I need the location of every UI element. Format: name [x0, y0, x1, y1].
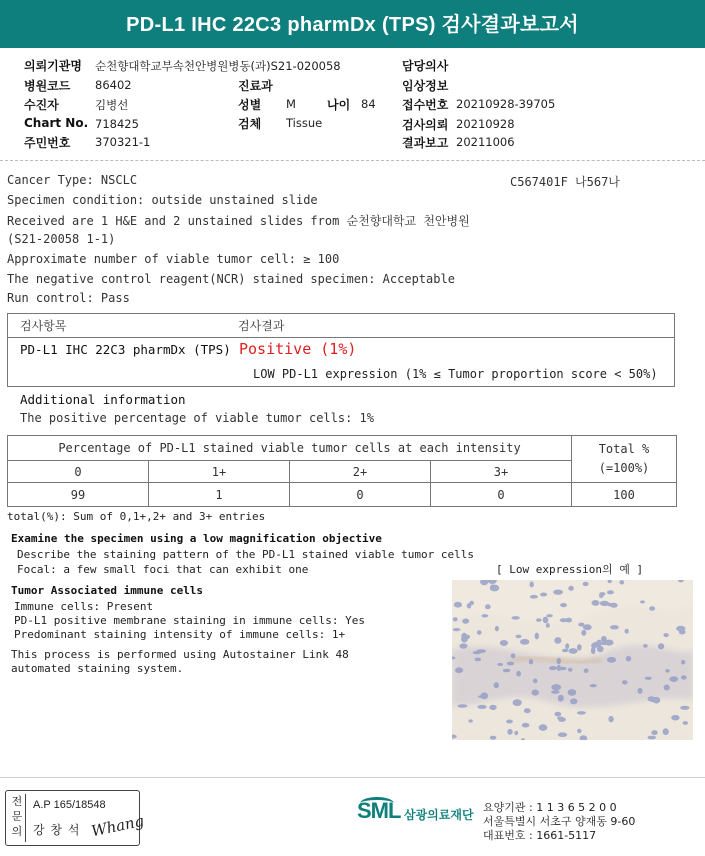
cell-nucleus — [489, 705, 496, 710]
cell-nucleus — [608, 716, 613, 722]
cell-nucleus — [581, 630, 586, 636]
cell-nucleus — [607, 590, 614, 594]
cell-nucleus — [477, 705, 486, 709]
viable-cells: Approximate number of viable tumor cell: ≥ 100 — [7, 252, 340, 266]
cell-nucleus — [477, 630, 482, 635]
intensity-value-3plus: 0 — [431, 483, 572, 507]
cell-nucleus — [562, 649, 568, 653]
intensity-footnote: total(%): Sum of 0,1+,2+ and 3+ entries — [7, 510, 266, 523]
cell-nucleus — [568, 668, 573, 672]
cell-nucleus — [626, 656, 631, 662]
intensity-total-value: 100 — [572, 483, 677, 507]
chart-value: 718425 — [95, 117, 139, 131]
institution-number: 요양기관 : 1 1 3 6 5 2 0 0 — [483, 801, 617, 814]
immune-line2: PD-L1 positive membrane staining in immune cells: Yes — [14, 614, 365, 627]
cell-nucleus — [558, 732, 567, 737]
cell-nucleus — [649, 697, 657, 702]
cell-nucleus — [577, 711, 586, 715]
cell-nucleus — [551, 690, 560, 693]
cell-nucleus — [543, 617, 549, 624]
cell-nucleus — [532, 690, 539, 696]
expression-note: LOW PD-L1 expression (1% ≤ Tumor proportion score < 50%) — [253, 367, 658, 381]
result-col-result: 검사결과 — [238, 319, 285, 333]
cell-nucleus — [468, 719, 472, 722]
intensity-value-1plus: 1 — [149, 483, 290, 507]
cell-nucleus — [467, 603, 472, 608]
age-label: 나이 — [327, 98, 351, 112]
cell-nucleus — [460, 643, 468, 649]
cell-nucleus — [557, 658, 561, 665]
cell-nucleus — [600, 601, 609, 606]
rrn-label: 주민번호 — [24, 136, 71, 150]
cell-nucleus — [658, 643, 664, 649]
cell-nucleus — [507, 729, 512, 735]
intensity-table-header: Percentage of PD-L1 stained viable tumor cells at each intensity — [8, 436, 572, 461]
cell-nucleus — [669, 676, 678, 682]
cell-nucleus — [546, 614, 552, 617]
cell-nucleus — [530, 595, 538, 599]
cell-nucleus — [485, 604, 491, 609]
cell-nucleus — [610, 625, 619, 629]
cell-nucleus — [568, 648, 577, 654]
cell-nucleus — [584, 668, 589, 673]
immune-line3: Predominant staining intensity of immune cells: 1+ — [14, 628, 346, 641]
cell-nucleus — [622, 680, 628, 684]
cell-nucleus — [551, 684, 561, 690]
cell-nucleus — [491, 585, 495, 588]
cell-nucleus — [671, 715, 679, 721]
cell-nucleus — [497, 663, 503, 666]
total-header-line2: (=100%) — [598, 461, 650, 475]
hospital-code-label: 병원코드 — [24, 79, 71, 93]
process-line2: automated staining system. — [11, 662, 184, 675]
cell-nucleus — [651, 730, 657, 735]
cell-nucleus — [570, 698, 577, 704]
cell-nucleus — [560, 618, 569, 622]
test-name: PD-L1 IHC 22C3 pharmDx (TPS) — [20, 342, 231, 357]
cell-nucleus — [475, 658, 482, 662]
intensity-col-1plus: 1+ — [149, 461, 290, 483]
cell-nucleus — [554, 712, 561, 717]
cell-nucleus — [683, 721, 688, 725]
received-text: Received are 1 H&E and 2 unstained slides from 순천향대학교 천안병원 — [7, 214, 470, 228]
cell-nucleus — [568, 586, 574, 591]
cell-nucleus — [516, 671, 521, 677]
cell-nucleus — [530, 581, 534, 587]
cell-nucleus — [560, 603, 567, 607]
patient-value: 김병선 — [95, 98, 129, 112]
specimen-condition: Specimen condition: outside unstained slide — [7, 193, 318, 207]
cell-nucleus — [600, 642, 609, 645]
cell-nucleus — [455, 667, 463, 673]
cell-nucleus — [647, 736, 656, 740]
cell-nucleus — [577, 729, 582, 733]
cell-nucleus — [645, 677, 652, 680]
cell-nucleus — [681, 675, 687, 679]
company-phone: 대표번호 : 1661-5117 — [483, 829, 597, 842]
cell-nucleus — [554, 637, 561, 644]
institution-value: 순천향대학교부속천안병원병동(과)S21-020058 — [95, 59, 341, 73]
company-name: 삼광의료재단 — [404, 808, 474, 822]
tissue-micrograph — [452, 580, 693, 740]
hospital-code-value: 86402 — [95, 78, 132, 92]
sex-label: 성별 — [238, 98, 262, 112]
cell-nucleus — [557, 717, 564, 720]
result-box-divider — [8, 337, 674, 338]
department-label: 진료과 — [238, 79, 273, 93]
cell-nucleus — [453, 617, 458, 621]
cell-nucleus — [481, 692, 489, 699]
cell-nucleus — [553, 590, 563, 595]
additional-heading: Additional information — [20, 392, 186, 407]
receipt-no-value: 20210928-39705 — [456, 97, 556, 111]
cell-nucleus — [649, 606, 655, 611]
examine-heading: Examine the specimen using a low magnification objective — [11, 532, 382, 545]
cell-nucleus — [535, 633, 539, 640]
chart-label: Chart No. — [24, 116, 89, 130]
cell-nucleus — [565, 643, 569, 649]
cell-nucleus — [676, 626, 685, 632]
physician-name: 강 창 석 — [33, 823, 81, 837]
intensity-value-2plus: 0 — [290, 483, 431, 507]
cell-nucleus — [522, 723, 530, 728]
cell-nucleus — [520, 639, 529, 645]
result-value: Positive (1%) — [239, 340, 357, 358]
specimen-value: Tissue — [286, 116, 323, 130]
report-date-label: 결과보고 — [402, 136, 449, 150]
report-title: PD-L1 IHC 22C3 pharmDx (TPS) 검사결과보고서 — [126, 14, 579, 36]
sml-logo: SML — [357, 798, 401, 823]
physician-stamp-box — [5, 790, 146, 846]
cell-nucleus — [583, 624, 592, 630]
cell-nucleus — [500, 640, 508, 646]
cell-nucleus — [453, 628, 461, 631]
report-date-value: 20211006 — [456, 135, 515, 149]
total-header — [572, 436, 677, 483]
specimen-label: 검체 — [238, 117, 262, 131]
patient-label: 수진자 — [24, 98, 59, 112]
cell-nucleus — [462, 619, 469, 624]
institution-label: 의뢰기관명 — [24, 59, 82, 73]
receipt-no-label: 접수번호 — [402, 98, 449, 112]
cell-nucleus — [490, 736, 497, 740]
sex-value: M — [286, 97, 296, 111]
cell-nucleus — [664, 685, 670, 691]
signature-image: Whang — [89, 811, 146, 841]
cell-nucleus — [511, 616, 519, 620]
ncr-result: The negative control reagent(NCR) stained specimen: Acceptable — [7, 272, 455, 286]
company-address: 서울특별시 서초구 양재동 9-60 — [483, 815, 636, 828]
intensity-col-2plus: 2+ — [290, 461, 431, 483]
cell-nucleus — [514, 731, 518, 735]
cell-nucleus — [619, 580, 624, 584]
request-date-label: 검사의뢰 — [402, 118, 449, 132]
license-number: A.P 165/18548 — [33, 799, 106, 811]
cell-nucleus — [524, 708, 531, 713]
cell-nucleus — [568, 689, 577, 696]
immune-heading: Tumor Associated immune cells — [11, 584, 204, 597]
cell-nucleus — [558, 695, 564, 702]
cell-nucleus — [529, 659, 533, 664]
intensity-table — [7, 435, 677, 507]
cell-nucleus — [503, 669, 511, 672]
image-caption: [ Low expression의 예 ] — [496, 563, 644, 576]
cell-nucleus — [577, 644, 582, 651]
cell-nucleus — [507, 662, 514, 666]
cell-nucleus — [640, 600, 645, 603]
age-value: 84 — [361, 97, 376, 111]
cell-nucleus — [665, 669, 670, 673]
cell-nucleus — [643, 644, 648, 648]
logo-arc — [360, 797, 394, 810]
positive-percentage: The positive percentage of viable tumor cells: 1% — [20, 411, 375, 425]
cell-nucleus — [516, 635, 522, 639]
cell-nucleus — [511, 653, 516, 658]
cell-nucleus — [592, 600, 600, 606]
cell-nucleus — [539, 724, 548, 731]
rrn-value: 370321-1 — [95, 135, 151, 149]
cell-nucleus — [536, 618, 541, 622]
cell-nucleus — [533, 679, 538, 684]
tissue-micrograph-svg — [452, 580, 693, 740]
run-control: Run control: Pass — [7, 291, 130, 305]
request-date-value: 20210928 — [456, 117, 515, 131]
cell-nucleus — [681, 660, 685, 665]
cell-nucleus — [454, 602, 462, 608]
cell-nucleus — [607, 657, 616, 663]
received-ref: (S21-20058 1-1) — [7, 232, 116, 246]
cell-nucleus — [457, 704, 467, 707]
total-header-line1: Total % — [598, 442, 650, 456]
process-line1: This process is performed using Autostainer Link 48 — [11, 648, 349, 661]
cell-nucleus — [680, 706, 690, 710]
cell-nucleus — [601, 636, 607, 643]
footer-separator — [0, 777, 705, 778]
stamp-label: 전문의 — [9, 794, 26, 842]
cell-nucleus — [599, 594, 604, 598]
specimen-code: C567401F 나567나 — [510, 175, 620, 189]
cell-nucleus — [625, 629, 629, 634]
cell-nucleus — [590, 684, 597, 687]
intensity-col-3plus: 3+ — [431, 461, 572, 483]
examine-line1: Describe the staining pattern of the PD-L1 stained viable tumor cells — [17, 548, 474, 561]
cell-nucleus — [663, 633, 668, 637]
examine-line2: Focal: a few small foci that can exhibit one — [17, 563, 309, 576]
cell-nucleus — [461, 633, 467, 640]
cell-nucleus — [473, 651, 482, 654]
cell-nucleus — [583, 582, 589, 586]
clinical-info-label: 임상정보 — [402, 79, 449, 93]
cell-nucleus — [540, 593, 547, 597]
intensity-col-0: 0 — [8, 461, 149, 483]
cell-nucleus — [549, 666, 557, 670]
result-col-item: 검사항목 — [20, 319, 67, 333]
cell-nucleus — [513, 699, 522, 706]
intensity-value-0: 99 — [8, 483, 149, 507]
cell-nucleus — [495, 626, 499, 631]
cell-nucleus — [494, 682, 499, 688]
cell-nucleus — [591, 647, 596, 654]
cell-nucleus — [506, 720, 513, 724]
immune-line1: Immune cells: Present — [14, 600, 154, 613]
header-separator — [0, 160, 705, 161]
cell-nucleus — [546, 623, 550, 628]
cell-nucleus — [663, 728, 669, 735]
cell-nucleus — [557, 665, 561, 671]
cell-nucleus — [481, 614, 488, 617]
cancer-type: Cancer Type: NSCLC — [7, 173, 138, 187]
cell-nucleus — [597, 646, 604, 652]
doctor-label: 담당의사 — [402, 59, 449, 73]
cell-nucleus — [637, 688, 642, 694]
